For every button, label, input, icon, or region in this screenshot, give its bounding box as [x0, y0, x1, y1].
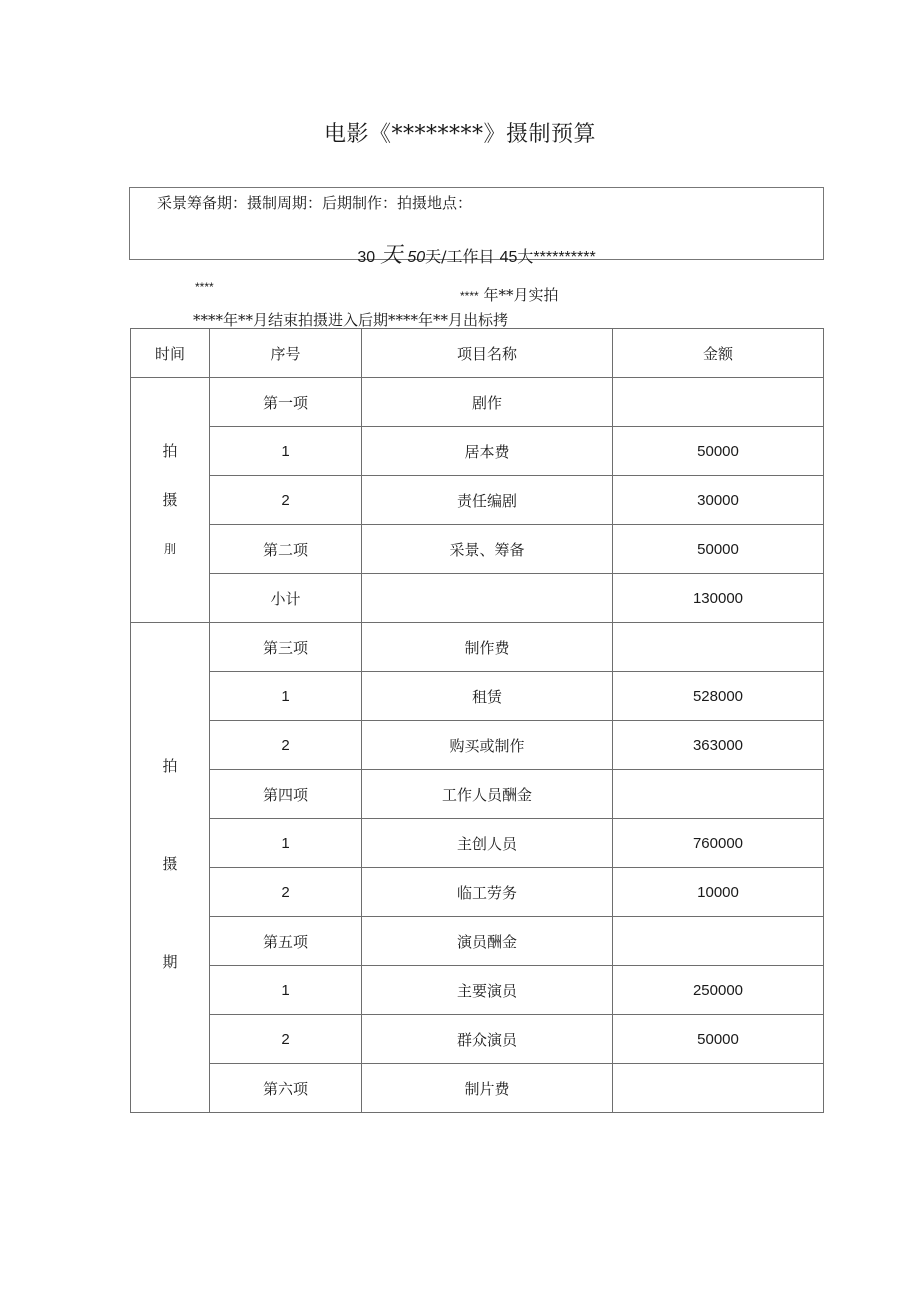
row-name: 临工劳务 [362, 868, 613, 917]
row-seq: 第六项 [210, 1064, 362, 1113]
budget-table [130, 328, 824, 1113]
table-row [131, 966, 824, 1015]
schedule-line2: ****年**月结束拍摄进入后期****年**月出标拷 [193, 311, 509, 329]
row-name: 工作人员酬金 [362, 770, 613, 819]
prep-days: 30 [357, 249, 376, 266]
shoot-unit: 天/工作日 [425, 247, 495, 266]
row-seq: 第四项 [210, 770, 362, 819]
post-days: 45 [499, 249, 518, 266]
phase2-char-1: 拍 [162, 757, 178, 775]
row-seq: 第三项 [210, 623, 362, 672]
table-row [131, 1015, 824, 1064]
table-row [131, 770, 824, 819]
row-seq: 第五项 [210, 917, 362, 966]
row-seq: 1 [210, 672, 362, 721]
row-amount: 50000 [613, 1015, 824, 1064]
info-box [129, 187, 824, 268]
row-amount: 30000 [613, 476, 824, 525]
phase-preproduction [131, 378, 210, 623]
row-name: 采景、筹备 [362, 525, 613, 574]
row-name: 主创人员 [362, 819, 613, 868]
phase-production [131, 623, 210, 1113]
row-amount [613, 770, 824, 819]
row-amount: 528000 [613, 672, 824, 721]
row-name: 租赁 [362, 672, 613, 721]
row-seq: 2 [210, 868, 362, 917]
table-row [131, 721, 824, 770]
row-seq: 小计 [210, 574, 362, 623]
location-masked: ********** [533, 249, 596, 266]
table-row [131, 427, 824, 476]
row-name: 制片费 [362, 1064, 613, 1113]
phase1-char-3: 刖 [163, 542, 176, 556]
row-seq: 1 [210, 819, 362, 868]
table-row [131, 917, 824, 966]
row-amount: 130000 [613, 574, 824, 623]
header-name: 项目名称 [362, 329, 613, 378]
post-unit: 大 [517, 247, 534, 266]
phase2-char-3: 期 [162, 953, 178, 971]
header-amount: 金额 [613, 329, 824, 378]
row-name [362, 574, 613, 623]
row-amount: 250000 [613, 966, 824, 1015]
info-labels: 采景筹备期：摄制周期：后期制作：拍摄地点： [157, 194, 473, 212]
phase1-char-2: 摄 [162, 491, 178, 509]
row-amount [613, 378, 824, 427]
row-amount: 10000 [613, 868, 824, 917]
row-amount [613, 1064, 824, 1113]
table-row [131, 672, 824, 721]
schedule-stars: **** [195, 280, 214, 294]
row-name: 制作费 [362, 623, 613, 672]
row-amount: 363000 [613, 721, 824, 770]
table-row [131, 623, 824, 672]
shoot-days: 50 [407, 249, 426, 266]
row-amount: 760000 [613, 819, 824, 868]
table-row [131, 378, 824, 427]
days-unit: 天 [380, 243, 403, 268]
table-row [131, 525, 824, 574]
phase1-char-1: 拍 [162, 442, 178, 460]
row-name: 购买或制作 [362, 721, 613, 770]
row-seq: 2 [210, 1015, 362, 1064]
row-amount [613, 623, 824, 672]
row-name: 演员酬金 [362, 917, 613, 966]
row-amount: 50000 [613, 525, 824, 574]
info-values [130, 238, 823, 269]
table-row [131, 574, 824, 623]
row-name: 剧作 [362, 378, 613, 427]
header-seq: 序号 [210, 329, 362, 378]
phase2-char-2: 摄 [162, 855, 178, 873]
table-row [131, 476, 824, 525]
table-header-row [131, 329, 824, 378]
table-row [131, 1064, 824, 1113]
row-name: 主要演员 [362, 966, 613, 1015]
row-name: 责任编剧 [362, 476, 613, 525]
table-row [131, 819, 824, 868]
row-seq: 1 [210, 966, 362, 1015]
row-name: 居本费 [362, 427, 613, 476]
header-time: 时间 [131, 329, 210, 378]
row-seq: 1 [210, 427, 362, 476]
row-seq: 2 [210, 721, 362, 770]
row-seq: 第一项 [210, 378, 362, 427]
page-title: 电影《********》摄制预算 [323, 122, 596, 147]
row-amount [613, 917, 824, 966]
schedule-line1-text: 年**月实拍 [483, 286, 559, 304]
row-amount: 50000 [613, 427, 824, 476]
schedule-line1 [460, 284, 558, 305]
row-seq: 第二项 [210, 525, 362, 574]
schedule-line1-stars: **** [460, 289, 479, 303]
row-seq: 2 [210, 476, 362, 525]
table-row [131, 868, 824, 917]
row-name: 群众演员 [362, 1015, 613, 1064]
